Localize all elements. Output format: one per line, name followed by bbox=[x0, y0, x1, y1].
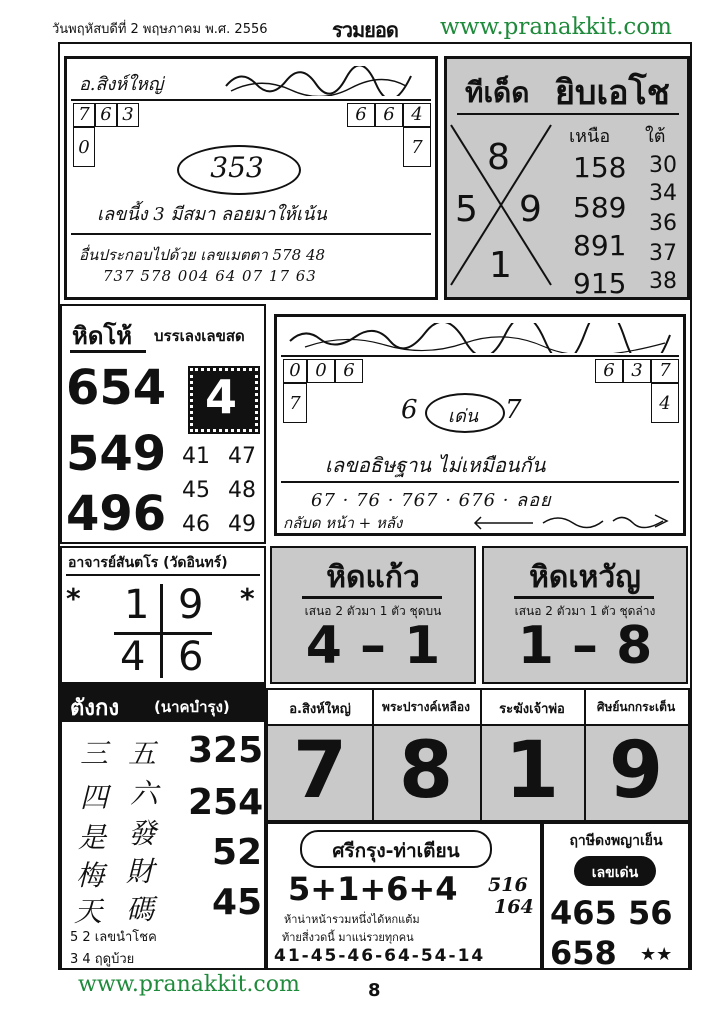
x-bottom: 1 bbox=[489, 245, 512, 286]
panel-four bbox=[266, 688, 690, 822]
chinese-char: 碼 bbox=[126, 893, 155, 926]
digit-box: 7 bbox=[651, 359, 679, 383]
hidtho-subtitle: บรรเลงเลขสด bbox=[154, 327, 245, 345]
four-header: ศิษย์นกกระเต็น bbox=[596, 700, 676, 714]
panel-tangkong bbox=[60, 684, 266, 970]
tangkong-title: ตังกง bbox=[70, 696, 120, 721]
combo-line: อื่นประกอบไปด้วย เลขเมตตา 578 48 bbox=[79, 246, 326, 264]
tangkong-number: 45 bbox=[212, 882, 263, 923]
singyai-title: อ.สิงห์ใหญ่ bbox=[79, 74, 164, 95]
side-box-left: 7 bbox=[283, 383, 307, 423]
chinese-char: 六 bbox=[130, 777, 159, 810]
website-footer[interactable]: www.pranakkit.com bbox=[78, 972, 300, 997]
tangkong-footer-1: 5 2 เลขนำโชค bbox=[70, 930, 157, 945]
panel-title-banner bbox=[71, 63, 431, 101]
south-number: 36 bbox=[649, 211, 677, 236]
achan-bl: 4 bbox=[120, 634, 146, 680]
title-underline bbox=[457, 113, 679, 115]
chinese-char: 三 bbox=[80, 737, 109, 770]
big-number: 496 bbox=[66, 486, 167, 542]
four-value: 8 bbox=[398, 726, 454, 816]
tangkong-number: 52 bbox=[212, 832, 263, 873]
south-number: 30 bbox=[649, 153, 677, 178]
panel-ruesi bbox=[542, 822, 690, 970]
panel-title-banner bbox=[281, 321, 679, 357]
panel-tidet bbox=[444, 56, 690, 300]
x-left: 5 bbox=[455, 189, 478, 230]
side-box-right: 4 bbox=[651, 383, 679, 423]
tangkong-subtitle: (นาคบำรุง) bbox=[154, 698, 230, 716]
ruesi-stars: ★★ bbox=[640, 944, 673, 965]
decorative-scroll-icon bbox=[285, 323, 675, 353]
panel-singyai-mid bbox=[274, 314, 686, 536]
panel-hidtho bbox=[60, 304, 266, 544]
center-number: 353 bbox=[210, 151, 264, 184]
big-number: 549 bbox=[66, 426, 167, 482]
digit-box: 4 bbox=[403, 103, 431, 127]
south-number: 37 bbox=[649, 241, 677, 266]
ruesi-line-2: 658 bbox=[550, 934, 617, 972]
hidwan-desc: เสนอ 2 ตัวมา 1 ตัว ชุดล่าง bbox=[514, 604, 656, 618]
col-north: เหนือ bbox=[569, 126, 611, 147]
divider bbox=[71, 233, 431, 235]
chinese-char: 發 bbox=[128, 817, 157, 850]
tangkong-number: 254 bbox=[188, 782, 264, 823]
numbers-line: 737 578 004 64 07 17 63 bbox=[103, 267, 317, 285]
page-number: 8 bbox=[368, 980, 381, 1001]
digit-box: 6 bbox=[347, 103, 375, 127]
small-number: 45 bbox=[182, 478, 210, 503]
four-header: อ.สิงห์ใหญ่ bbox=[289, 702, 351, 717]
title-underline bbox=[514, 596, 654, 599]
singyai-note: เลขนี้ง 3 มีสมา ลอยมาให้เน้น bbox=[97, 204, 327, 225]
digit-box: 3 bbox=[623, 359, 651, 383]
chinese-char: 四 bbox=[80, 781, 109, 814]
tidet-title-a: ทีเด็ด bbox=[465, 76, 530, 109]
four-value: 9 bbox=[608, 726, 664, 816]
srikrung-formula: 5+1+6+4 bbox=[288, 870, 458, 908]
star-right: * bbox=[240, 582, 255, 615]
four-header: ระฆังเจ้าพ่อ bbox=[499, 702, 565, 717]
achan-tr: 9 bbox=[178, 582, 204, 628]
cross-vertical bbox=[160, 584, 163, 678]
small-number: 48 bbox=[228, 478, 256, 503]
srikrung-note-2: ท้ายสี่งวดนี้ มาแน่รวยทุกคน bbox=[282, 931, 414, 944]
hidwan-value: 1 – 8 bbox=[517, 616, 653, 676]
north-number: 589 bbox=[573, 191, 627, 224]
badge-number: 4 bbox=[204, 370, 237, 424]
small-number: 47 bbox=[228, 444, 256, 469]
south-number: 38 bbox=[649, 269, 677, 294]
srikrung-side-2: 164 bbox=[494, 896, 534, 918]
four-value: 7 bbox=[292, 726, 348, 816]
focus-a: 6 bbox=[401, 395, 418, 425]
achan-br: 6 bbox=[178, 634, 204, 680]
hidkaew-desc: เสนอ 2 ตัวมา 1 ตัว ชุดบน bbox=[304, 604, 442, 618]
chinese-char: 財 bbox=[126, 855, 155, 888]
side-box-right: 7 bbox=[403, 127, 431, 167]
small-number: 49 bbox=[228, 512, 256, 537]
brand-logo: รวมยอด bbox=[332, 18, 398, 42]
hidkaew-value: 4 – 1 bbox=[305, 616, 441, 676]
mid-numbers-line: 67 · 76 · 767 · 676 · ลอย bbox=[311, 490, 552, 511]
ruesi-title: ฤาษีดงพญาเย็น bbox=[569, 833, 663, 849]
panel-hidkaew bbox=[270, 546, 476, 684]
chinese-char: 五 bbox=[128, 737, 157, 770]
hidwan-title: หิดเหวัญ bbox=[529, 560, 641, 595]
chinese-char: 梅 bbox=[76, 859, 105, 892]
divider bbox=[281, 481, 679, 483]
panel-srikrung bbox=[266, 822, 542, 970]
ruesi-line-1: 465 56 bbox=[550, 894, 673, 932]
arrow-scribble-icon bbox=[473, 511, 673, 531]
north-number: 915 bbox=[573, 267, 627, 300]
north-number: 158 bbox=[573, 151, 627, 184]
decorative-scroll-icon bbox=[221, 66, 421, 96]
issue-date: วันพฤหัสบดีที่ 2 พฤษภาคม พ.ศ. 2556 bbox=[52, 22, 268, 37]
digit-box: 6 bbox=[335, 359, 363, 383]
south-number: 34 bbox=[649, 181, 677, 206]
panel-achan bbox=[60, 546, 266, 684]
srikrung-numbers: 41-45-46-64-54-14 bbox=[274, 946, 486, 966]
achan-title: อาจารย์สันตโร (วัดอินทร์) bbox=[68, 555, 228, 571]
digit-box: 6 bbox=[595, 359, 623, 383]
title-underline bbox=[70, 350, 146, 353]
chinese-char: 天 bbox=[74, 895, 103, 928]
small-number: 46 bbox=[182, 512, 210, 537]
tangkong-footer-2: 3 4 ฤดูบ้วย bbox=[70, 952, 135, 967]
tidet-title-b: ยิบเอโช bbox=[555, 73, 670, 113]
digit-box: 6 bbox=[95, 103, 117, 127]
srikrung-note-1: ห้าน่าหน้ารวมหนึ่งได้หกแต้ม bbox=[284, 913, 420, 926]
digit-box: 0 bbox=[283, 359, 307, 383]
srikrung-title: ศรีกรุง-ท่าเตียน bbox=[332, 840, 460, 862]
digit-box: 6 bbox=[375, 103, 403, 127]
mid-footer-line: กลับด หน้า + หลัง bbox=[283, 514, 403, 532]
four-header: พระปรางค์เหลือง bbox=[382, 700, 470, 714]
big-number: 654 bbox=[66, 360, 167, 416]
star-left: * bbox=[66, 582, 81, 615]
tangkong-number: 325 bbox=[188, 730, 264, 771]
col-south: ใต้ bbox=[645, 126, 666, 147]
hidtho-title: หิดโห้ bbox=[72, 322, 133, 350]
x-right: 9 bbox=[519, 189, 542, 230]
focus-b: 7 bbox=[505, 395, 522, 425]
digit-box: 3 bbox=[117, 103, 139, 127]
small-number: 41 bbox=[182, 444, 210, 469]
ruesi-badge: เลขเด่น bbox=[591, 865, 639, 881]
achan-tl: 1 bbox=[124, 582, 150, 628]
website-header[interactable]: www.pranakkit.com bbox=[440, 14, 672, 40]
title-underline bbox=[302, 596, 442, 599]
panel-singyai-top bbox=[64, 56, 438, 300]
focus-word: เด่น bbox=[447, 406, 479, 427]
tangkong-header bbox=[62, 686, 264, 722]
x-top: 8 bbox=[487, 137, 510, 178]
srikrung-side-1: 516 bbox=[488, 874, 528, 896]
cross-horizontal bbox=[114, 632, 212, 635]
panel-hidwan bbox=[482, 546, 688, 684]
digit-box: 7 bbox=[73, 103, 95, 127]
hidkaew-title: หิดแก้ว bbox=[326, 560, 420, 595]
title-underline bbox=[66, 574, 260, 576]
digit-box: 0 bbox=[307, 359, 335, 383]
side-box-left: 0 bbox=[73, 127, 95, 167]
north-number: 891 bbox=[573, 229, 627, 262]
chinese-char: 是 bbox=[78, 821, 107, 854]
four-value: 1 bbox=[504, 726, 560, 816]
mid-note: เลขอธิษฐาน ไม่เหมือนกัน bbox=[325, 453, 546, 477]
